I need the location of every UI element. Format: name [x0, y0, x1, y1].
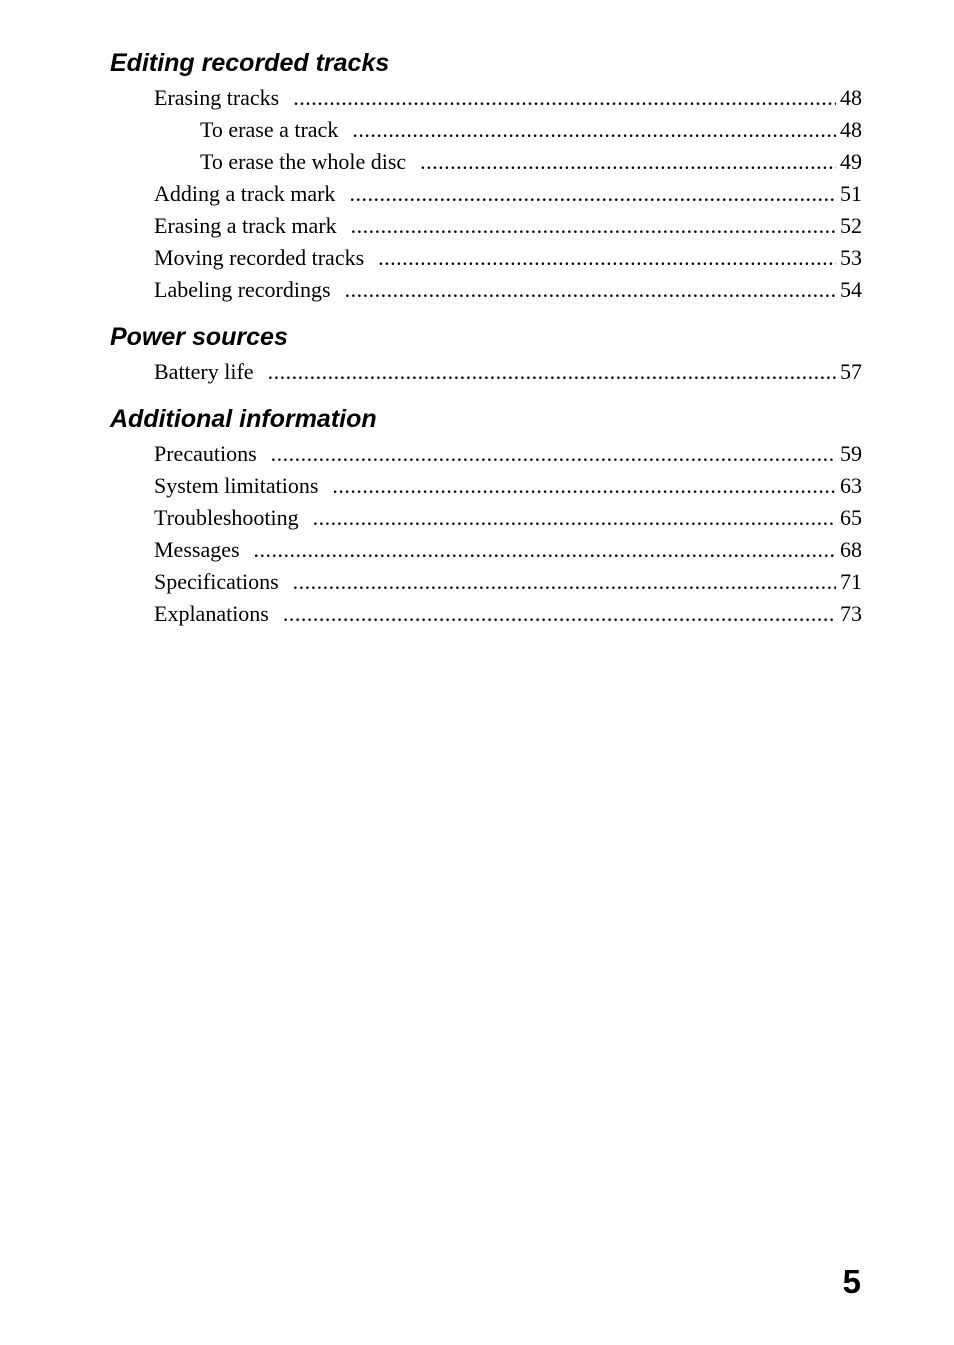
toc-entry-page: 65	[840, 505, 862, 530]
toc-entry-page: 48	[840, 117, 862, 142]
toc-entry-label: System limitations	[154, 473, 319, 498]
dot-leader	[271, 438, 836, 470]
toc-entry[interactable]	[110, 82, 862, 114]
section-heading: Additional information	[110, 405, 377, 433]
toc-section-additional	[110, 400, 862, 630]
dot-leader	[293, 566, 836, 598]
toc-entry[interactable]	[110, 114, 862, 146]
dot-leader	[378, 242, 836, 274]
toc-entry-page: 59	[840, 441, 862, 466]
toc-entry[interactable]	[110, 146, 862, 178]
toc-entry-label: Erasing a track mark	[154, 213, 337, 238]
toc-entry-label: Explanations	[154, 601, 269, 626]
toc-entry-page: 73	[840, 601, 862, 626]
toc-entry[interactable]	[110, 502, 862, 534]
toc-entry-label: Labeling recordings	[154, 277, 331, 302]
page-number: 5	[842, 1263, 861, 1300]
dot-leader	[254, 534, 836, 566]
toc-entry[interactable]	[110, 598, 862, 630]
dot-leader	[349, 178, 836, 210]
table-of-contents	[110, 44, 862, 630]
toc-entry-page: 54	[840, 277, 862, 302]
section-heading: Power sources	[110, 323, 288, 351]
toc-entry-page: 57	[840, 359, 862, 384]
dot-leader	[345, 274, 836, 306]
toc-entry-label: Specifications	[154, 569, 279, 594]
toc-entry-label: Adding a track mark	[154, 181, 336, 206]
toc-section-editing	[110, 44, 862, 306]
toc-entry-page: 48	[840, 85, 862, 110]
toc-entry-page: 51	[840, 181, 862, 206]
toc-entry-page: 68	[840, 537, 862, 562]
toc-entry[interactable]	[110, 356, 862, 388]
toc-entry-label: Troubleshooting	[154, 505, 299, 530]
toc-entry-label: Erasing tracks	[154, 85, 280, 110]
toc-entry-page: 49	[840, 149, 862, 174]
dot-leader	[420, 146, 836, 178]
section-heading: Editing recorded tracks	[110, 49, 390, 77]
dot-leader	[352, 114, 836, 146]
dot-leader	[351, 210, 836, 242]
toc-entry-label: Messages	[154, 537, 240, 562]
toc-entry-page: 71	[840, 569, 862, 594]
toc-entry[interactable]	[110, 438, 862, 470]
toc-entry[interactable]	[110, 566, 862, 598]
toc-entry-label: Battery life	[154, 359, 254, 384]
toc-section-power	[110, 318, 862, 388]
toc-entry[interactable]	[110, 470, 862, 502]
dot-leader	[313, 502, 836, 534]
toc-entry[interactable]	[110, 178, 862, 210]
toc-entry[interactable]	[110, 274, 862, 306]
toc-entry-page: 63	[840, 473, 862, 498]
dot-leader	[293, 82, 836, 114]
toc-entry[interactable]	[110, 242, 862, 274]
toc-entry-page: 53	[840, 245, 862, 270]
toc-entry-label: To erase the whole disc	[200, 149, 407, 174]
toc-entry-label: Moving recorded tracks	[154, 245, 365, 270]
dot-leader	[332, 470, 836, 502]
toc-entry-page: 52	[840, 213, 862, 238]
dot-leader	[268, 356, 836, 388]
toc-entry-label: To erase a track	[200, 117, 339, 142]
toc-entry[interactable]	[110, 534, 862, 566]
toc-entry[interactable]	[110, 210, 862, 242]
dot-leader	[283, 598, 836, 630]
toc-entry-label: Precautions	[154, 441, 257, 466]
